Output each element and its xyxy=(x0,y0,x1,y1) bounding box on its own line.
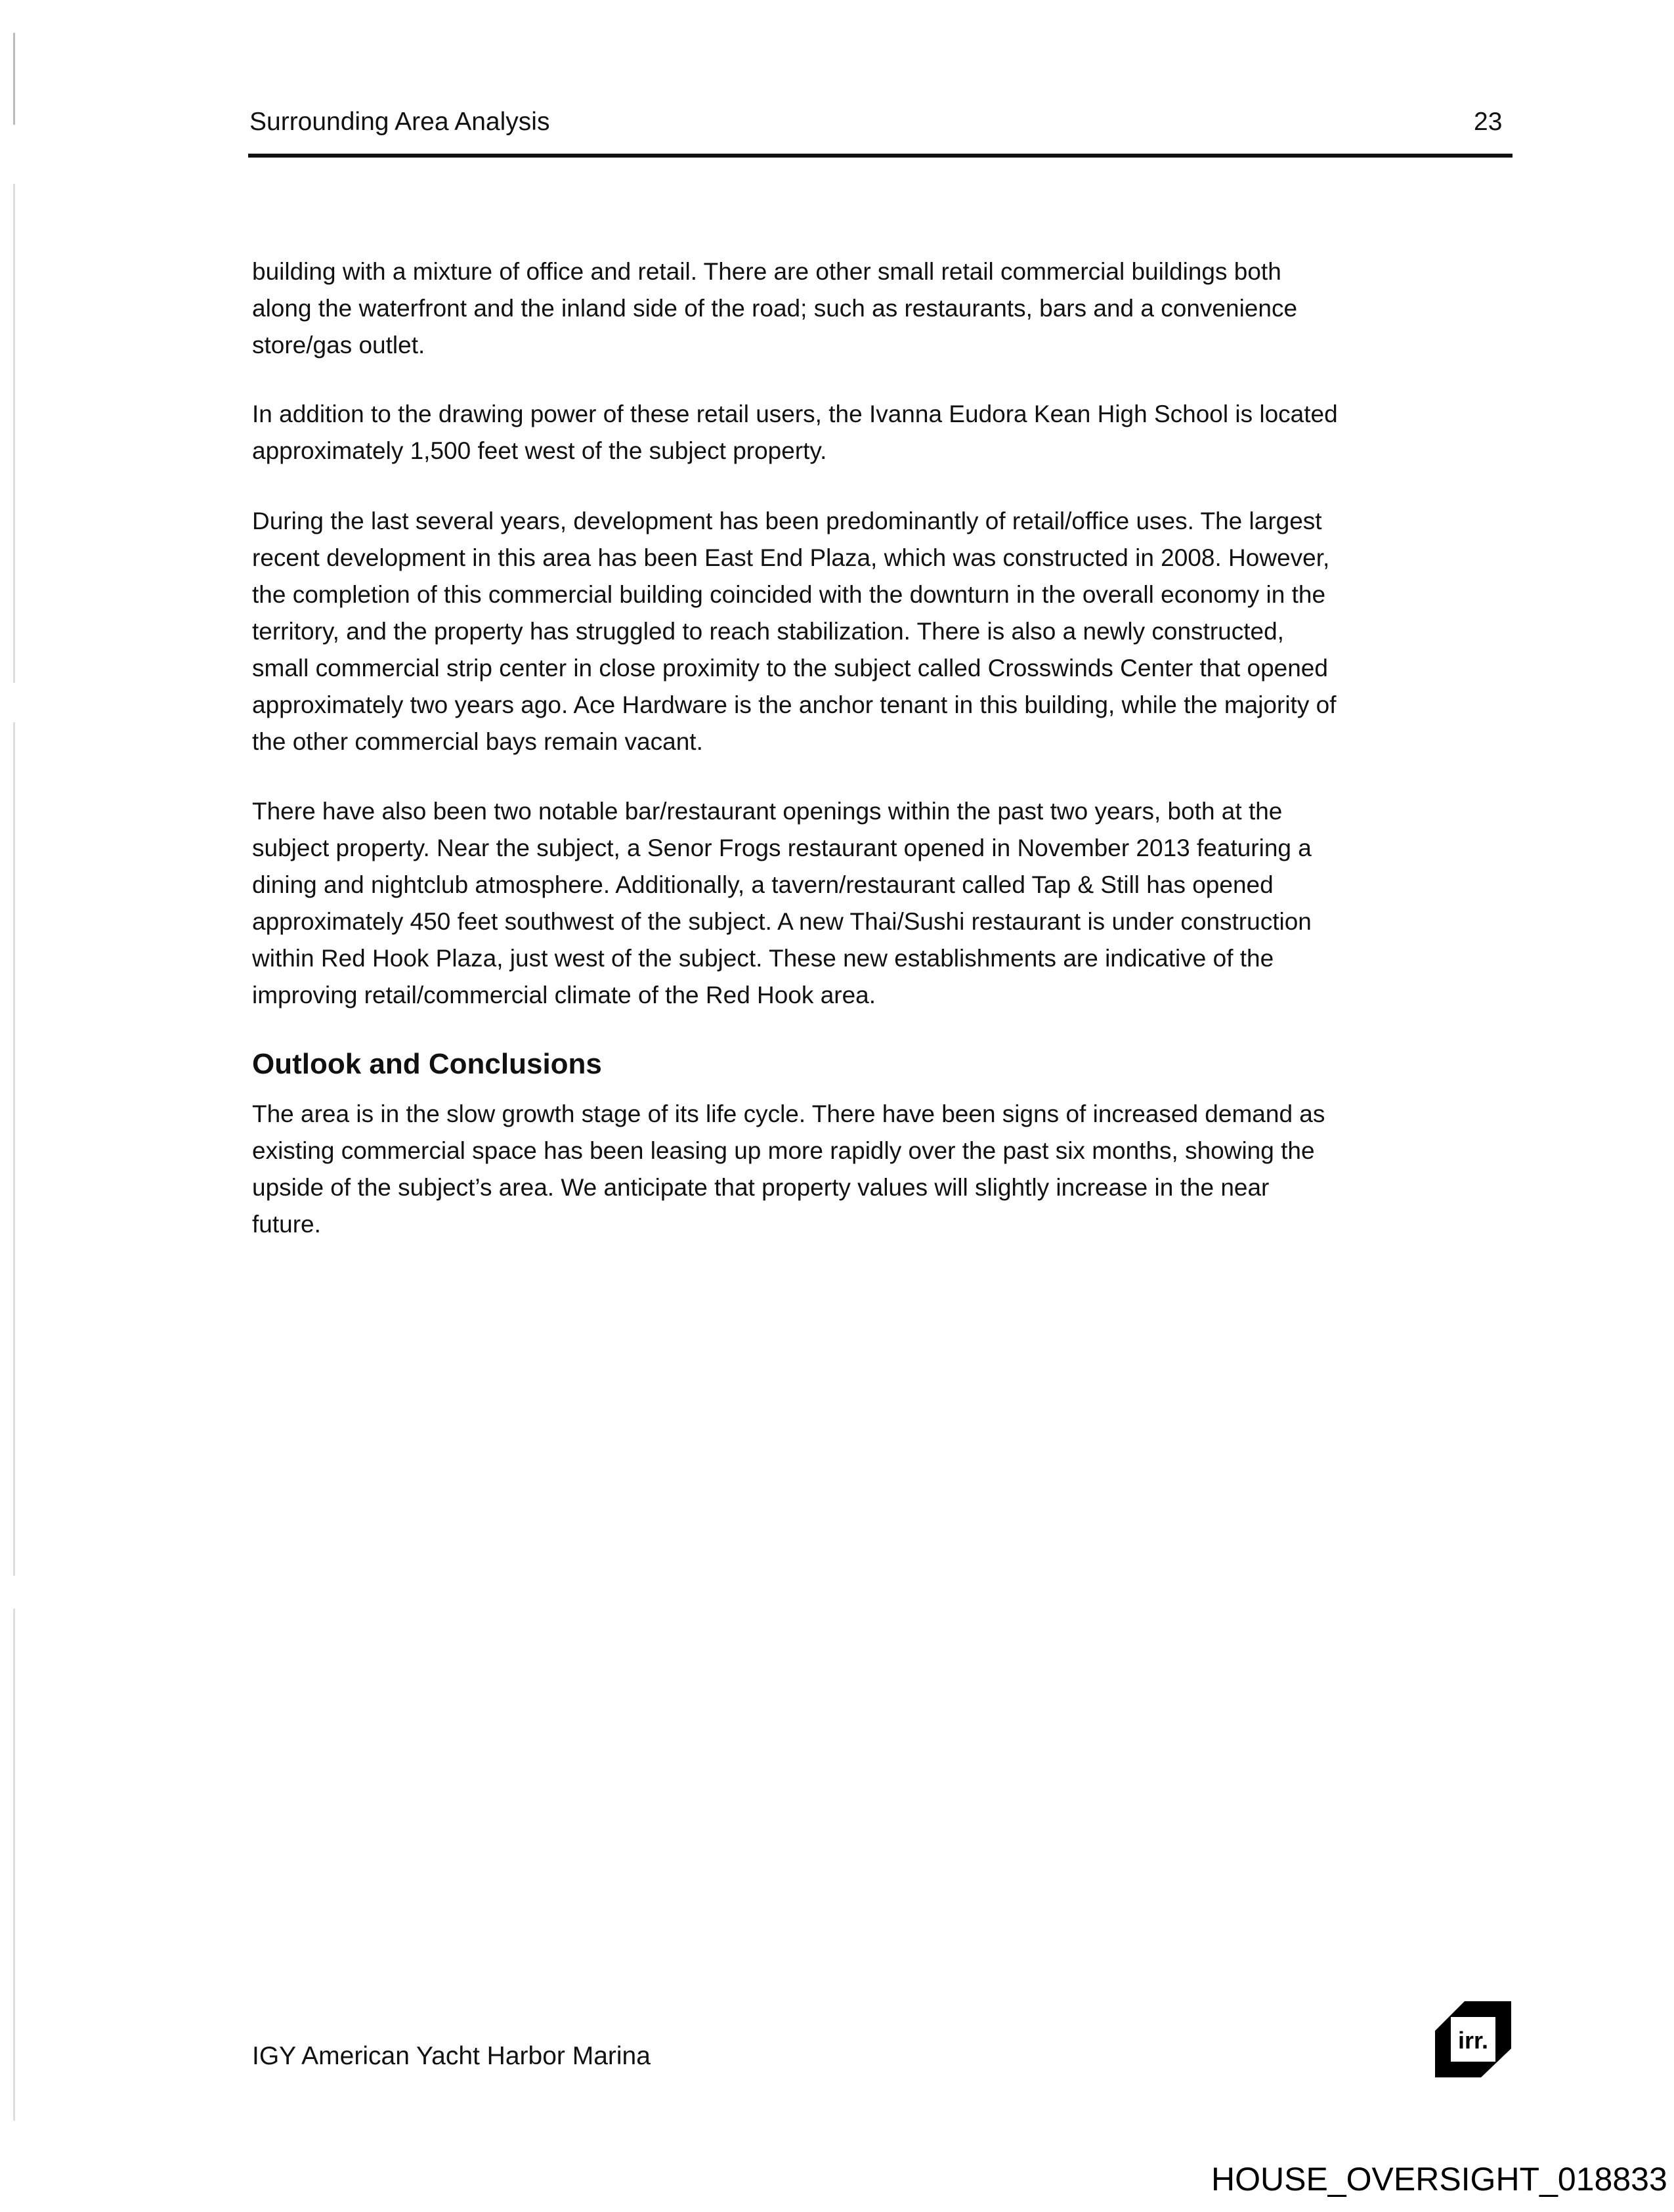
bates-stamp: HOUSE_OVERSIGHT_018833 xyxy=(1211,2161,1667,2198)
scan-artifact xyxy=(13,184,15,683)
text-line: recent development in this area has been East End Plaza, which was constructed in 2008. However, xyxy=(252,544,1330,571)
text-line: approximately 450 feet southwest of the subject. A new Thai/Sushi restaurant is under construction xyxy=(252,908,1312,935)
text-line: along the waterfront and the inland side of the road; such as restaurants, bars and a convenience xyxy=(252,295,1298,322)
irr-logo-icon xyxy=(1435,2001,1511,2077)
footer-property-name: IGY American Yacht Harbor Marina xyxy=(252,2042,651,2070)
text-line: territory, and the property has struggled to reach stabilization. There is also a newly constructed, xyxy=(252,618,1284,645)
paragraph-1 xyxy=(252,253,1297,364)
text-line: dining and nightclub atmosphere. Additionally, a tavern/restaurant called Tap & Still has opened xyxy=(252,871,1274,898)
paragraph-4 xyxy=(252,793,1312,1014)
section-heading: Outlook and Conclusions xyxy=(252,1048,602,1080)
text-line: There have also been two notable bar/restaurant openings within the past two years, both at the xyxy=(252,798,1283,825)
header-title: Surrounding Area Analysis xyxy=(249,108,550,136)
text-line: the completion of this commercial building coincided with the downturn in the overall economy in the xyxy=(252,581,1326,608)
text-line: improving retail/commercial climate of the Red Hook area. xyxy=(252,982,876,1008)
paragraph-2 xyxy=(252,396,1338,469)
text-line: building with a mixture of office and retail. There are other small retail commercial buildings both xyxy=(252,258,1281,285)
text-line: In addition to the drawing power of these retail users, the Ivanna Eudora Kean High School is located xyxy=(252,401,1338,427)
scan-artifact xyxy=(13,1609,15,2121)
text-line: the other commercial bays remain vacant. xyxy=(252,728,703,755)
text-line: approximately 1,500 feet west of the subject property. xyxy=(252,437,827,464)
text-line: During the last several years, development has been predominantly of retail/office uses. The largest xyxy=(252,508,1322,534)
text-line: small commercial strip center in close proximity to the subject called Crosswinds Center that opened xyxy=(252,655,1328,682)
text-line: store/gas outlet. xyxy=(252,332,425,358)
scan-artifact xyxy=(13,33,15,125)
page-number: 23 xyxy=(1474,108,1503,136)
scan-artifact xyxy=(13,722,15,1576)
svg-text:irr.: irr. xyxy=(1457,2027,1489,2054)
text-line: approximately two years ago. Ace Hardware is the anchor tenant in this building, while the majority of xyxy=(252,691,1337,718)
text-line: within Red Hook Plaza, just west of the subject. These new establishments are indicative of the xyxy=(252,945,1274,972)
text-line: existing commercial space has been leasing up more rapidly over the past six months, showing the xyxy=(252,1137,1315,1164)
text-line: future. xyxy=(252,1211,321,1238)
header-rule xyxy=(248,154,1513,158)
text-line: subject property. Near the subject, a Senor Frogs restaurant opened in November 2013 featuring a xyxy=(252,835,1312,861)
text-line: The area is in the slow growth stage of its life cycle. There have been signs of increased demand as xyxy=(252,1100,1325,1127)
paragraph-3 xyxy=(252,503,1336,760)
paragraph-5 xyxy=(252,1096,1325,1243)
text-line: upside of the subject’s area. We anticipate that property values will slightly increase in the near xyxy=(252,1174,1270,1201)
